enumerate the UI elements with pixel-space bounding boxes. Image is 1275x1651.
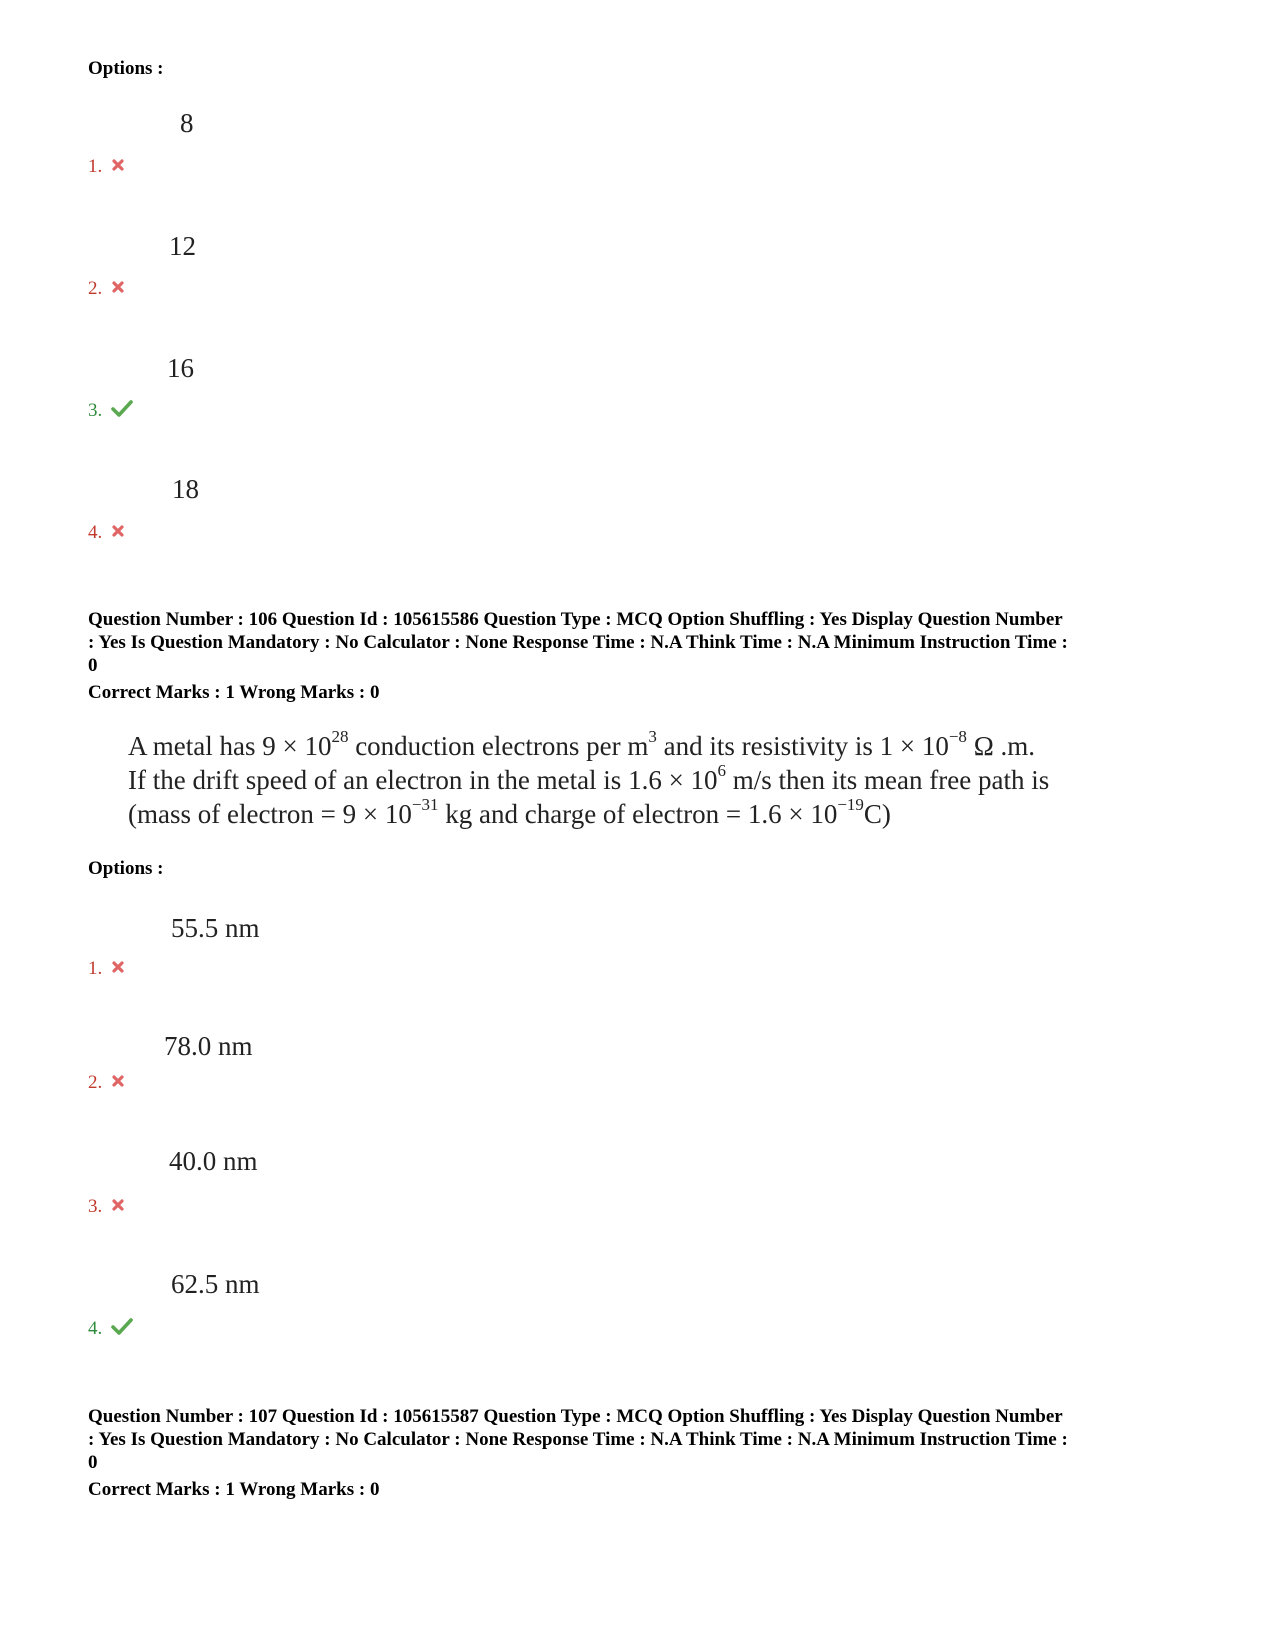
options-label: Options : [88, 858, 164, 879]
question-line: If the drift speed of an electron in the metal is $1.6 \times 10^6$ m/s then its mean free path is [128, 761, 1050, 795]
question-text [128, 729, 1049, 831]
option-value: 16 [167, 353, 194, 383]
check-icon [111, 1318, 133, 1342]
option-number: 3. [88, 400, 133, 424]
cross-icon [111, 1196, 125, 1218]
question-line: (mass of electron = $9 \times 10^{-31}$ kg and charge of electron = $1.6 \times 10^{-19}C$) [128, 795, 891, 829]
option-number: 1. [88, 156, 125, 178]
question-marks: Correct Marks : 1 Wrong Marks : 0 [88, 1479, 380, 1500]
option-number: 4. [88, 522, 125, 544]
question-meta-line: Question Number : 106 Question Id : 105615586 Question Type : MCQ Option Shuffling : Yes Display Question Number [88, 609, 1063, 630]
option-number: 1. [88, 958, 125, 980]
question-meta-line: 0 [88, 655, 98, 676]
check-icon [111, 400, 133, 424]
cross-icon [111, 156, 125, 178]
option-number: 2. [88, 278, 125, 300]
option-value: 12 [169, 231, 196, 261]
option-value: 55.5 nm [171, 913, 260, 943]
options-label: Options : [88, 58, 164, 79]
question-meta-line: Question Number : 107 Question Id : 105615587 Question Type : MCQ Option Shuffling : Yes Display Question Number [88, 1406, 1063, 1427]
cross-icon [111, 958, 125, 980]
option-number: 4. [88, 1318, 133, 1342]
question-line: A metal has $9 \times 10^{28}$ conduction electrons per $m^3$ and its resistivity is $1 \times 10^{-8}$ Ω .m. [128, 727, 1036, 761]
option-value: 8 [180, 108, 194, 138]
option-number: 2. [88, 1072, 125, 1094]
option-number: 3. [88, 1196, 125, 1218]
cross-icon [111, 1072, 125, 1094]
option-value: 40.0 nm [169, 1146, 258, 1176]
option-value: 62.5 nm [171, 1269, 260, 1299]
cross-icon [111, 522, 125, 544]
question-meta-line: : Yes Is Question Mandatory : No Calculator : None Response Time : N.A Think Time : N.A Minimum Instruction Time : [88, 632, 1068, 653]
question-marks: Correct Marks : 1 Wrong Marks : 0 [88, 682, 380, 703]
option-value: 18 [172, 474, 199, 504]
question-meta-line: 0 [88, 1452, 98, 1473]
cross-icon [111, 278, 125, 300]
question-meta-line: : Yes Is Question Mandatory : No Calculator : None Response Time : N.A Think Time : N.A Minimum Instruction Time : [88, 1429, 1068, 1450]
option-value: 78.0 nm [164, 1031, 253, 1061]
